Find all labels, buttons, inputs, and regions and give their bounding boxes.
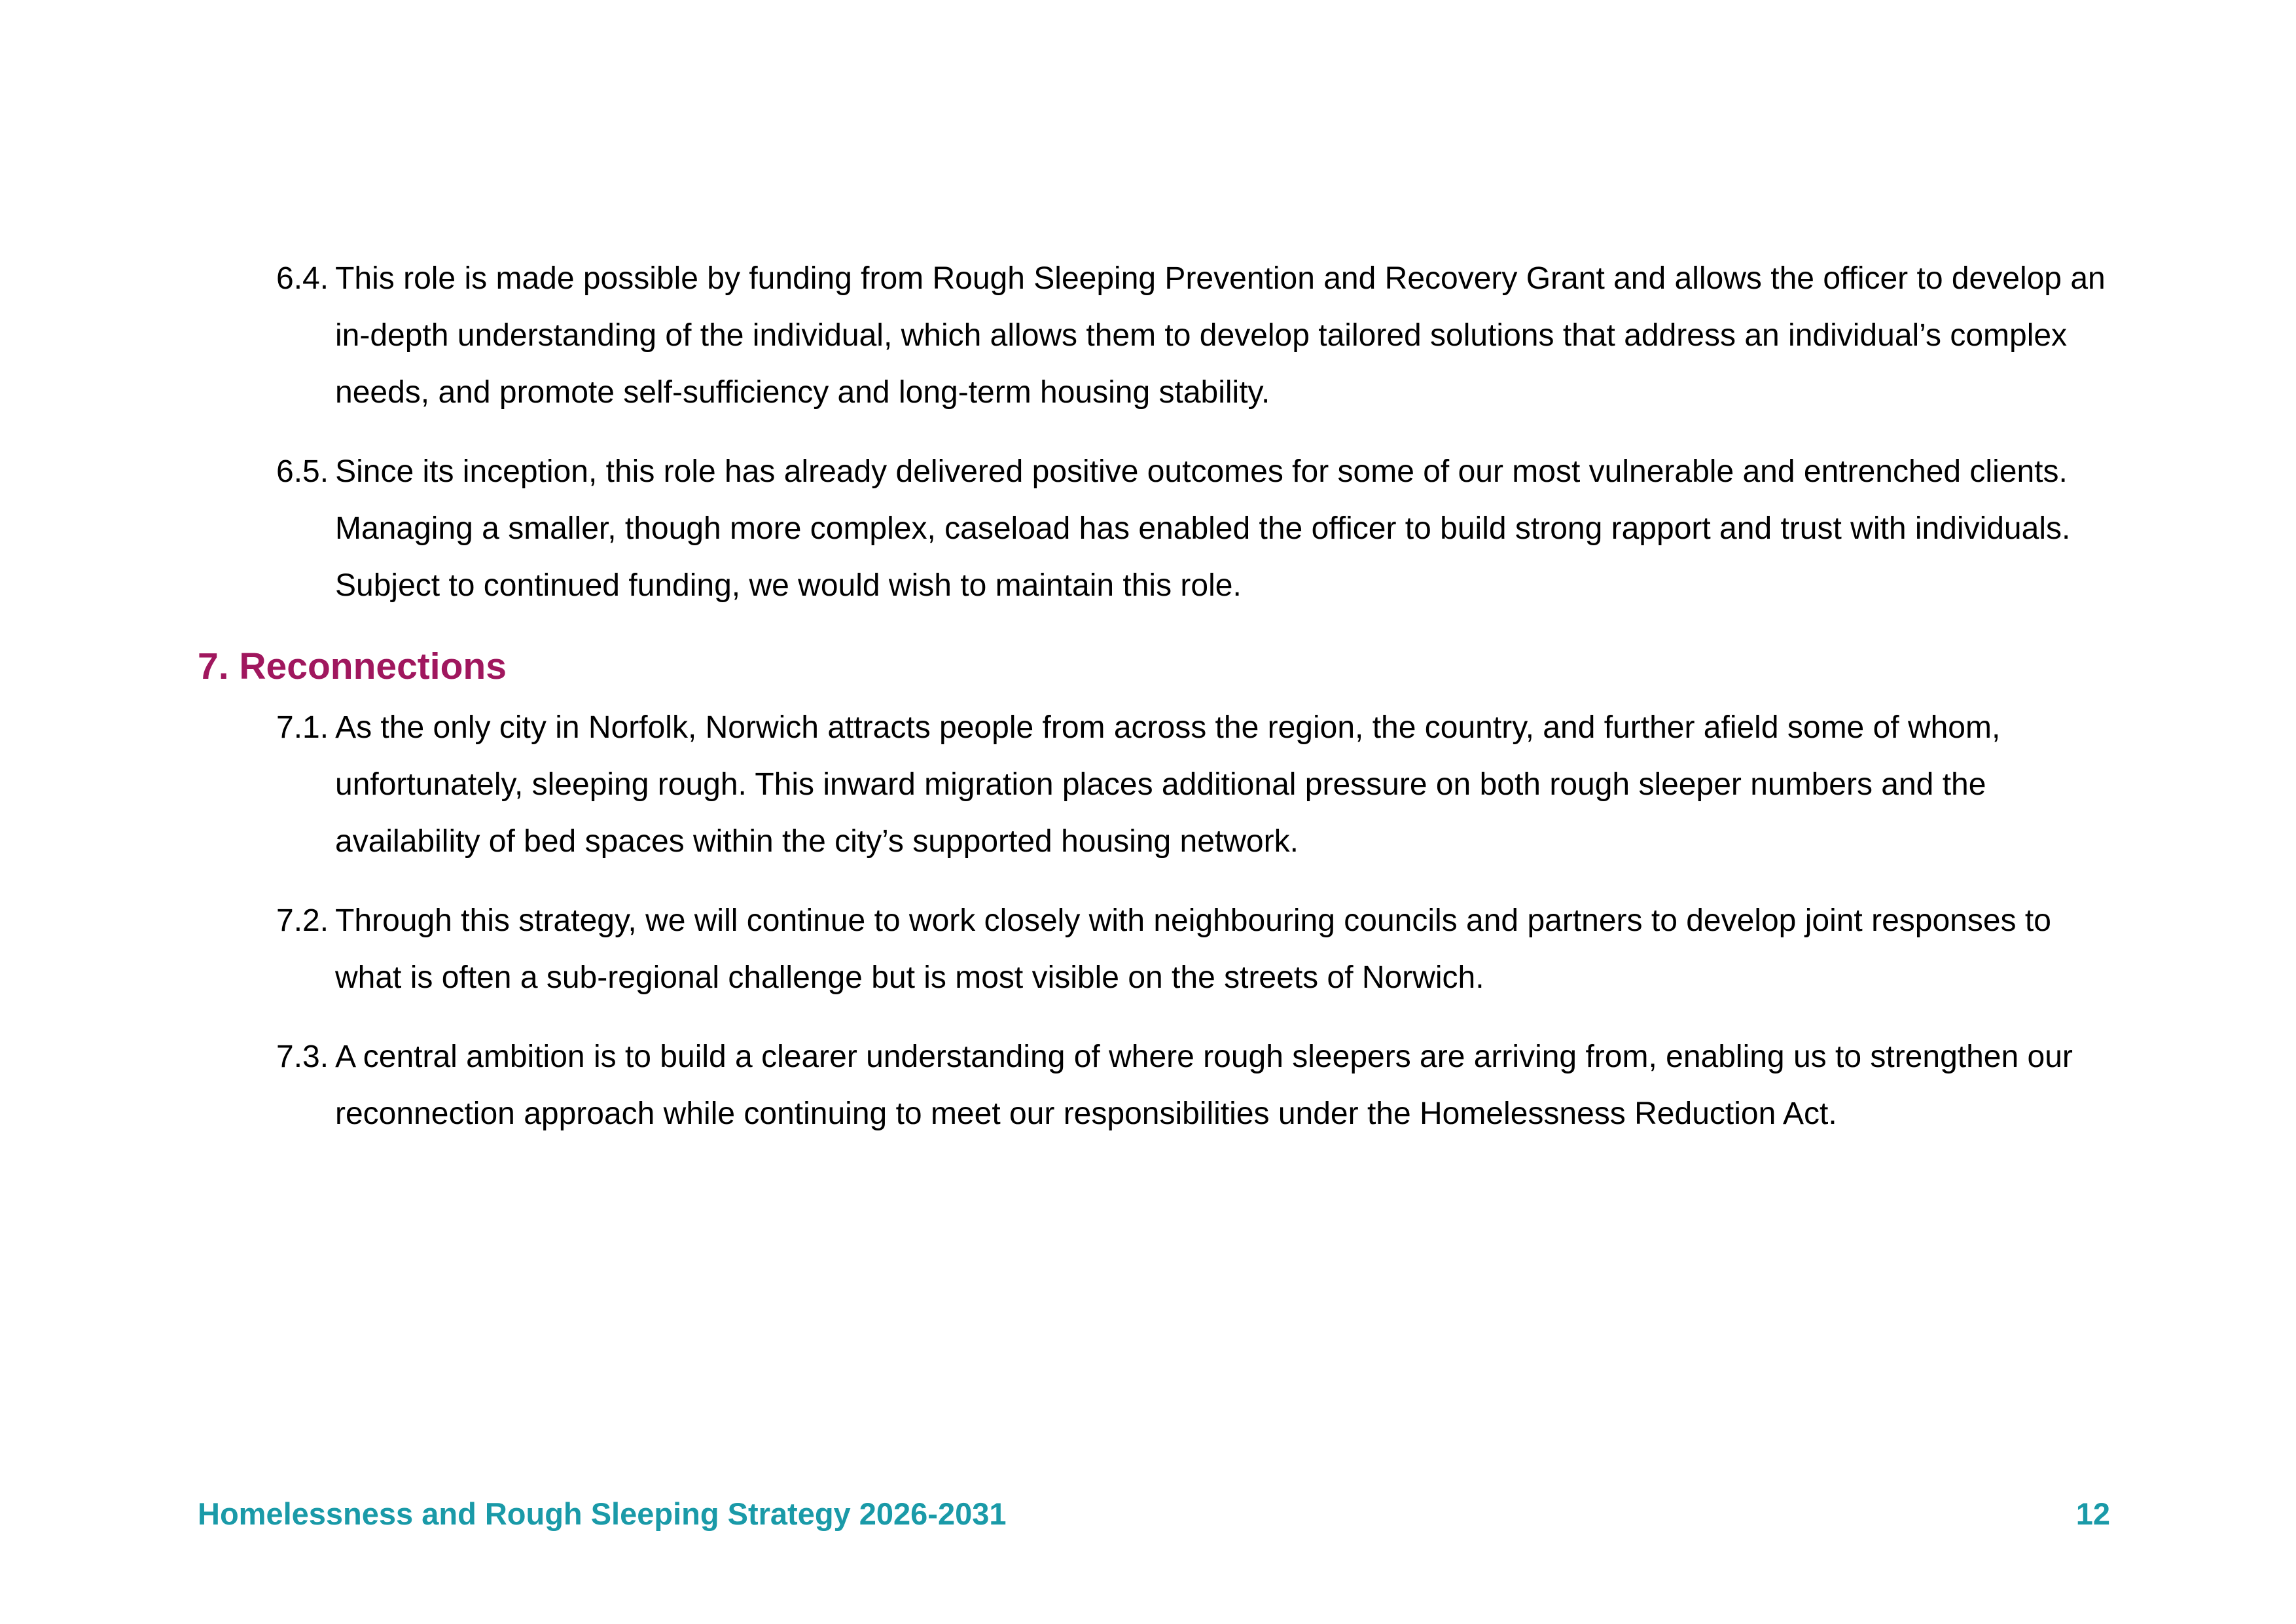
paragraph-text: This role is made possible by funding from Rough Sleeping Prevention and Recovery Grant and allows the officer to develop an in-depth understanding of the individual, which allows them to develop tailored solutions that address an individual’s complex needs, and promote self-sufficiency and long-term housing stability. — [335, 261, 2106, 410]
paragraph-number: 6.4. — [276, 261, 329, 296]
page-content — [198, 250, 2122, 1164]
paragraph-number: 7.1. — [276, 710, 329, 745]
paragraph-text: Since its inception, this role has already delivered positive outcomes for some of our most vulnerable and entrenched clients. Managing a smaller, though more complex, caseload has enabled the officer to build strong rapport and trust with individuals. Subject to continued funding, we would wish to maintain this role. — [335, 454, 2071, 603]
paragraph-7-1 — [198, 699, 2122, 870]
paragraph-number: 7.2. — [276, 903, 329, 938]
section-heading-reconnections: 7. Reconnections — [198, 645, 507, 687]
footer-page-number: 12 — [2075, 1496, 2110, 1531]
page-footer — [198, 1496, 2110, 1532]
paragraph-text: Through this strategy, we will continue to work closely with neighbouring councils and partners to develop joint responses to what is often a sub-regional challenge but is most visible on the streets of Norwich. — [335, 903, 2051, 995]
paragraph-7-2 — [198, 892, 2122, 1006]
paragraph-number: 6.5. — [276, 454, 329, 489]
footer-document-title: Homelessness and Rough Sleeping Strategy 2026-2031 — [198, 1496, 1007, 1531]
paragraph-6-5 — [198, 443, 2122, 614]
paragraph-6-4 — [198, 250, 2122, 421]
paragraph-text: As the only city in Norfolk, Norwich attracts people from across the region, the country, and further afield some of whom, unfortunately, sleeping rough. This inward migration places additional pressure on both rough sleeper numbers and the availability of bed spaces within the city’s supported housing network. — [335, 710, 2001, 859]
paragraph-7-3 — [198, 1028, 2122, 1142]
paragraph-text: A central ambition is to build a clearer understanding of where rough sleepers are arriving from, enabling us to strengthen our reconnection approach while continuing to meet our responsibilities under the Homelessness Reduction Act. — [335, 1039, 2073, 1131]
paragraph-number: 7.3. — [276, 1039, 329, 1074]
